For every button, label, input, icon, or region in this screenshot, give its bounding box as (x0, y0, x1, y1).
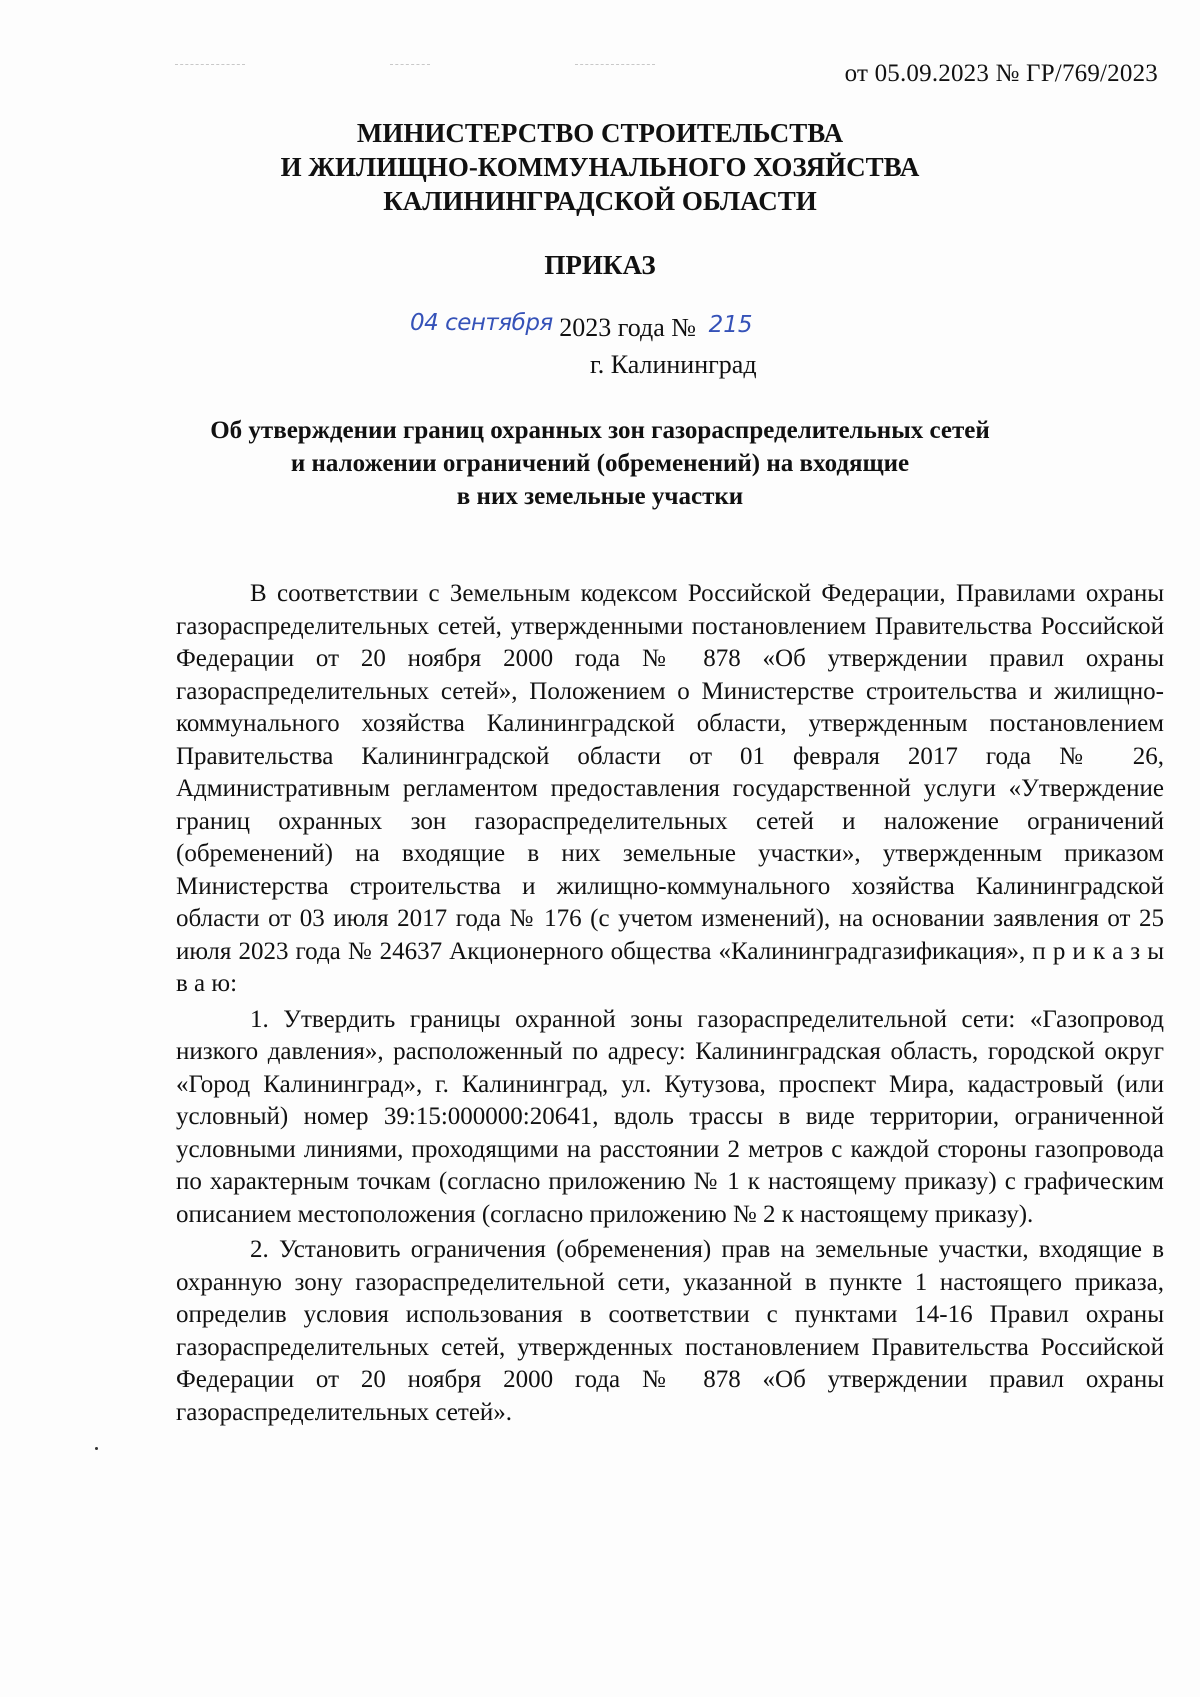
handwritten-order-number: 215 (708, 312, 753, 338)
order-word: п р и к а з ы в а ю: (176, 937, 1164, 997)
ministry-header (0, 116, 1200, 218)
ministry-line-3: КАЛИНИНГРАДСКОЙ ОБЛАСТИ (383, 186, 817, 216)
scan-artifact-line (175, 64, 245, 65)
document-type-heading: ПРИКАЗ (544, 250, 656, 280)
scan-artifact-line (575, 64, 655, 65)
subject-line-3: в них земельные участки (456, 483, 744, 510)
document-body (176, 578, 1164, 1429)
order-year-text: 2023 года № (559, 313, 697, 342)
order-date-line (410, 310, 753, 343)
preamble-paragraph (176, 578, 1164, 1001)
order-subject (0, 414, 1200, 513)
preamble-text: В соответствии с Земельным кодексом Российской Федерации, Правилами охраны газораспределительных сетей, утвержденными постановлением Правительства Российской Федерации от 20 ноября 2000 года № 878 «Об утверждении правил охраны газораспределительных сетей», Положением о Министерстве строительства и жилищно-коммунального хозяйства Калининградской области, утвержденным постановлением Правительства Калининградской области от 01 февраля 2017 года № 26, Административным регламентом предоставления государственной услуги «Утверждение границ охранных зон газораспределительных сетей и наложение ограничений (обременений) на входящие в них земельные участки», утвержденным приказом Министерства строительства и жилищно-коммунального хозяйства Калининградской области от 03 июля 2017 года № 176 (с учетом изменений), на основании заявления от 25 июля 2023 года № 24637 Акционерного общества «Калининградгазификация», (176, 580, 1164, 965)
subject-line-1: Об утверждении границ охранных зон газораспределительных сетей (210, 417, 990, 444)
order-item-2: 2. Установить ограничения (обременения) прав на земельные участки, входящие в охранную зону газораспределительной сети, указанной в пункте 1 настоящего приказа, определив условия использования в соответствии с пунктами 14-16 Правил охраны газораспределительных сетей, утвержденных постановлением Правительства Российской Федерации от 20 ноября 2000 года № 878 «Об утверждении правил охраны газораспределительных сетей». (176, 1236, 1164, 1426)
ministry-line-1: МИНИСТЕРСТВО СТРОИТЕЛЬСТВА (356, 118, 844, 148)
subject-line-2: и наложении ограничений (обременений) на входящие (290, 450, 910, 477)
handwritten-date: 04 сентября (410, 310, 553, 336)
city: г. Калининград (590, 350, 757, 379)
registration-stamp-line: от 05.09.2023 № ГР/769/2023 (844, 60, 1158, 87)
scan-artifact-line (390, 64, 430, 65)
scan-speck (95, 1447, 98, 1450)
order-item-1: 1. Утвердить границы охранной зоны газораспределительной сети: «Газопровод низкого давления», расположенный по адресу: Калининградская область, городской округ «Город Калининград», г. Калининград, ул. Кутузова, проспект Мира, кадастровый (или условный) номер 39:15:000000:20641, вдоль трассы в виде территории, ограниченной условными линиями, проходящими на расстоянии 2 метров с каждой стороны газопровода по характерным точкам (согласно приложению № 1 к настоящему приказу) с графическим описанием местоположения (согласно приложению № 2 к настоящему приказу). (176, 1005, 1164, 1228)
ministry-line-2: И ЖИЛИЩНО-КОММУНАЛЬНОГО ХОЗЯЙСТВА (280, 152, 920, 182)
